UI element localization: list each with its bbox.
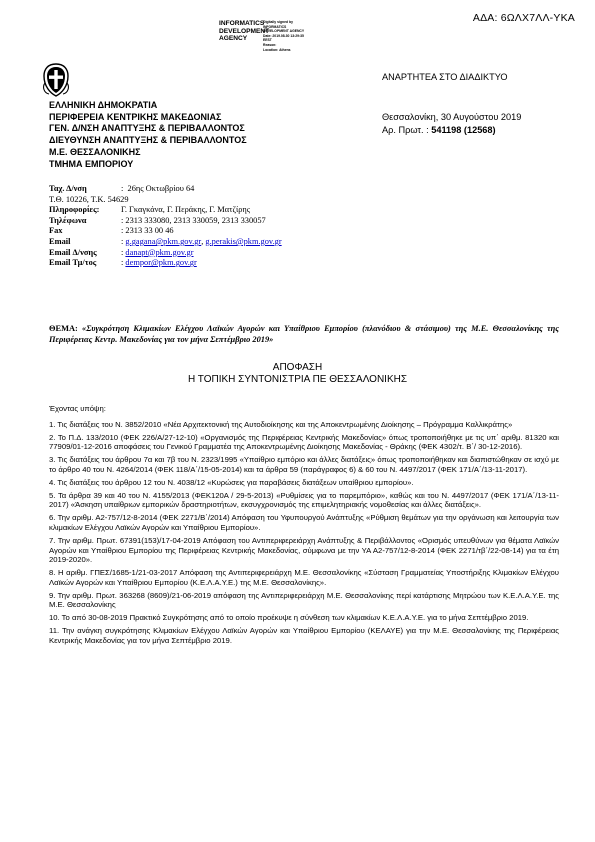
authority-line: ΔΙΕΥΘΥΝΣΗ ΑΝΑΠΤΥΞΗΣ & ΠΕΡΙΒΑΛΛΟΝΤΟΣ [49, 135, 247, 146]
authority-line: ΠΕΡΙΦΕΡΕΙΑ ΚΕΝΤΡΙΚΗΣ ΜΑΚΕΔΟΝΙΑΣ [49, 111, 222, 122]
subject-label: ΘΕΜΑ: [49, 324, 78, 333]
subject-text: «Συγκρότηση Κλιμακίων Ελέγχου Λαϊκών Αγορών και Υπαίθριου Εμπορίου (πλανόδιου & στάσιμου) της Μ.Ε. Θεσσαλονίκης της Περιφέρειας Κεντρ. Μακεδονίας για τον μήνα Σεπτέμβριο 2019» [49, 324, 560, 344]
document-date: Θεσσαλονίκη, 30 Αυγούστου 2019 [382, 112, 522, 122]
consideration-item: 4. Τις διατάξεις του άρθρου 12 του Ν. 4038/12 «Κυρώσεις για παραβάσεις διατάξεων υπαίθριου εμπορίου». [49, 477, 414, 487]
info-value: Γ. Γκαγκάνα, Γ. Περάκης, Γ. Ματζίρης [121, 205, 251, 215]
fax-value: : 2313 33 00 46 [121, 226, 174, 236]
fax-label: Fax [49, 226, 63, 236]
phone-label: Τηλέφωνα [49, 215, 87, 225]
consideration-item: 2. Το Π.Δ. 133/2010 (ΦΕΚ 226/Α/27-12-10) «Οργανισμός της Περιφέρειας Κεντρικής Μακεδονίας» όπως τροποποιήθηκε με τις υπ΄ αριθμ. 81320 και 77909/01-12-2016 αποφάσεις του Γενικού Γραμματέα της Αποκεντρωμένης Διοίκησης Μακεδονίας - Θράκης (ΦΕΚ 4302/τ. Β΄/ 30-12-2016). [49, 432, 559, 452]
decision-subtitle: Η ΤΟΠΙΚΗ ΣΥΝΤΟΝΙΣΤΡΙΑ ΠΕ ΘΕΣΣΑΛΟΝΙΚΗΣ [187, 374, 408, 385]
agency-line: AGENCY [219, 35, 248, 43]
email-directorate-label: Email Δ/νσης [49, 247, 97, 257]
email-label: Email [49, 236, 71, 246]
address-separator: : [121, 184, 124, 193]
protocol-number [382, 124, 521, 137]
phone-value: : 2313 333080, 2313 330059, 2313 330057 [121, 215, 266, 225]
consideration-item: 7. Την αριθμ. Πρωτ. 67391(153)/17-04-2019 Απόφαση του Αντιπεριφερειάρχη Ανάπτυξης & Περιβάλλοντος «Ορισμός υπευθύνων για θέματα Λαϊκών Αγορών και Υπαίθριου Εμπορίου της Περιφέρειας Κεντρικής Μακεδονίας, σύμφωνα με την ΥΑ Α2-757/12-8-2014 (ΦΕΚ 2271/τβ΄/22-08-14) για τα έτη 2019-2020». [49, 535, 559, 565]
signature-detail-line: INFORMATICS [263, 24, 287, 29]
consideration-item: 1. Τις διατάξεις του Ν. 3852/2010 «Νέα Αρχιτεκτονική της Αυτοδιοίκησης και της Αποκεντρωμένης Διοίκησης – Πρόγραμμα Καλλικράτης» [49, 419, 513, 429]
intro-text: Έχοντας υπόψη: [49, 404, 106, 413]
signature-detail-line: Date: 2019.08.30 13:29:35 [263, 33, 304, 38]
authority-line: Μ.Ε. ΘΕΣΣΑΛΟΝΙΚΗΣ [49, 146, 141, 157]
contact-details [49, 184, 282, 269]
signature-detail-line: Location: Athens [263, 47, 291, 52]
authority-line: ΓΕΝ. Δ/ΝΣΗ ΑΝΑΠΤΥΞΗΣ & ΠΕΡΙΒΑΛΛΟΝΤΟΣ [49, 123, 245, 134]
email-department-label: Email Τμ/τος [49, 258, 97, 268]
consideration-item: 10. Το από 30-08-2019 Πρακτικό Συγκρότησης από το οποίο προέκυψε η σύνθεση των κλιμακίων Κ.Ε.Λ.Α.Υ.Ε. για το μήνα Σεπτέμβριο 2019. [49, 613, 529, 623]
signature-detail-line: Digitally signed by [263, 20, 293, 24]
consideration-item: 11. Την ανάγκη συγκρότησης Κλιμακίων Ελέγχου Λαϊκών Αγορών και Υπαίθριου Εμπορίου (ΚΕΛΑΥΕ) για την Μ.Ε. Θεσσαλονίκης της Περιφέρειας Κεντρικής Μακεδονίας για τον μήνα Σεπτέμβριο 2019. [49, 626, 559, 645]
authority-line: ΤΜΗΜΑ ΕΜΠΟΡΙΟΥ [49, 158, 134, 169]
signature-agency-name [219, 20, 269, 43]
consideration-item: 9. Την αριθμ. Πρωτ. 363268 (8609)/21-06-2019 απόφαση της Αντιπεριφερειάρχη Μ.Ε. Θεσσαλονίκης περί κατάρτισης Μητρώου των Κ.Ε.Λ.Α.Υ.Ε. της Μ.Ε. Θεσσαλονίκης [49, 590, 559, 610]
email-department-row: Email Τμ/τος : dempor@pkm.gov.gr [49, 258, 197, 268]
consideration-item: 6. Την αριθμ. Α2-757/12-8-2014 (ΦΕΚ 2271/Β΄/2014) Απόφαση του Υφυπουργού Ανάπτυξης «Ρύθμιση θεμάτων για την οργάνωση και λειτουργία των κλιμακίων Ελέγχου Λαϊκών Αγορών και Υπαίθριου Εμπορίου». [49, 513, 559, 532]
info-label: Πληροφορίες: [49, 205, 100, 215]
decision-heading [0, 362, 595, 386]
signature-detail-line: Reason: [263, 42, 277, 47]
info-row [49, 205, 282, 216]
post-online-notice: ΑΝΑΡΤΗΤΕΑ ΣΤΟ ΔΙΑΔΙΚΤΥΟ [382, 72, 508, 82]
address-row [49, 184, 282, 195]
phone-row [49, 216, 282, 227]
signature-detail-line: DEVELOPMENT AGENCY [263, 29, 305, 34]
postal-code: Τ.Θ. 10226, Τ.Κ. 54629 [49, 194, 129, 204]
fax-row [49, 226, 282, 237]
agency-line: DEVELOPMENT [219, 27, 270, 35]
address-value: 26ης Οκτωβρίου 64 [127, 184, 195, 193]
email-row: Email : g.gagana@pkm.gov.gr , g.perakis@pkm.gov.gr [49, 236, 282, 246]
consideration-item: 3. Τις διατάξεις του άρθρου 7α και 7β του Ν. 2323/1995 «Υπαίθριο εμπόριο και άλλες διατάξεις» όπως τροποποιήθηκαν και διαπιστώθηκαν σε ισχύ με το άρθρο 40 του Ν. 4264/2014 (ΦΕΚ 118/Α΄/15-05-2014) και τα άρθρα 59 (παράγραφος 6) & 60 του Ν. 4497/2017 (ΦΕΚ 171/Α΄/13-11-2017). [49, 455, 559, 474]
email-link-directorate[interactable]: danapt@pkm.gov.gr [125, 247, 194, 257]
email-directorate-row: Email Δ/νσης : danapt@pkm.gov.gr [49, 247, 194, 257]
email-link-gagana[interactable]: g.gagana@pkm.gov.gr [125, 236, 202, 246]
consideration-item: 8. Η αριθμ. ΓΠΕΣ/1685-1/21-03-2017 Απόφαση της Αντιπεριφερειάρχη Μ.Ε. Θεσσαλονίκης «Σύσταση Γραμματείας Υποστήριξης Κλιμακίων Ελέγχου Λαϊκών Αγορών και Υπαίθριου Εμπορίου (Κ.Ε.Λ.Α.Υ.Ε.) της Μ.Ε. Θεσσαλονίκης». [49, 568, 559, 587]
ada-code: ΑΔΑ: 6ΩΛΧ7ΛΛ-ΥΚΑ [472, 12, 575, 24]
agency-line: INFORMATICS [219, 20, 265, 27]
decision-title: ΑΠΟΦΑΣΗ [272, 362, 323, 373]
digital-signature-details [263, 20, 309, 52]
consideration-item: 5. Τα άρθρα 39 και 40 του Ν. 4155/2013 (ΦΕΚ120Α / 29-5-2013) «Ρυθμίσεις για το παρεμπόριο», καθώς και του Ν. 4497/2017 (ΦΕΚ 171/Α΄/13-11-2017) «Άσκηση υπαίθριων εμπορικών δραστηριοτήτων, εκσυγχρονισμός της επιμελητηριακής νομοθεσίας και άλλες διατάξεις». [49, 490, 559, 510]
signature-detail-line: EEST [263, 38, 272, 43]
issuing-authority [49, 100, 247, 170]
protocol-value: 541198 (12568) [431, 125, 496, 135]
protocol-label: Αρ. Πρωτ. : [382, 125, 429, 135]
document-body [49, 404, 559, 649]
authority-line: ΕΛΛΗΝΙΚΗ ΔΗΜΟΚΡΑΤΙΑ [49, 100, 158, 110]
email-link-department[interactable]: dempor@pkm.gov.gr [125, 258, 197, 268]
greek-emblem-icon [42, 63, 70, 97]
email-comma: , [201, 236, 204, 246]
email-link-perakis[interactable]: g.perakis@pkm.gov.gr [205, 236, 282, 246]
subject-block [49, 323, 559, 345]
address-label: Ταχ. Δ/νση [49, 184, 87, 193]
date-protocol-block [382, 111, 521, 137]
